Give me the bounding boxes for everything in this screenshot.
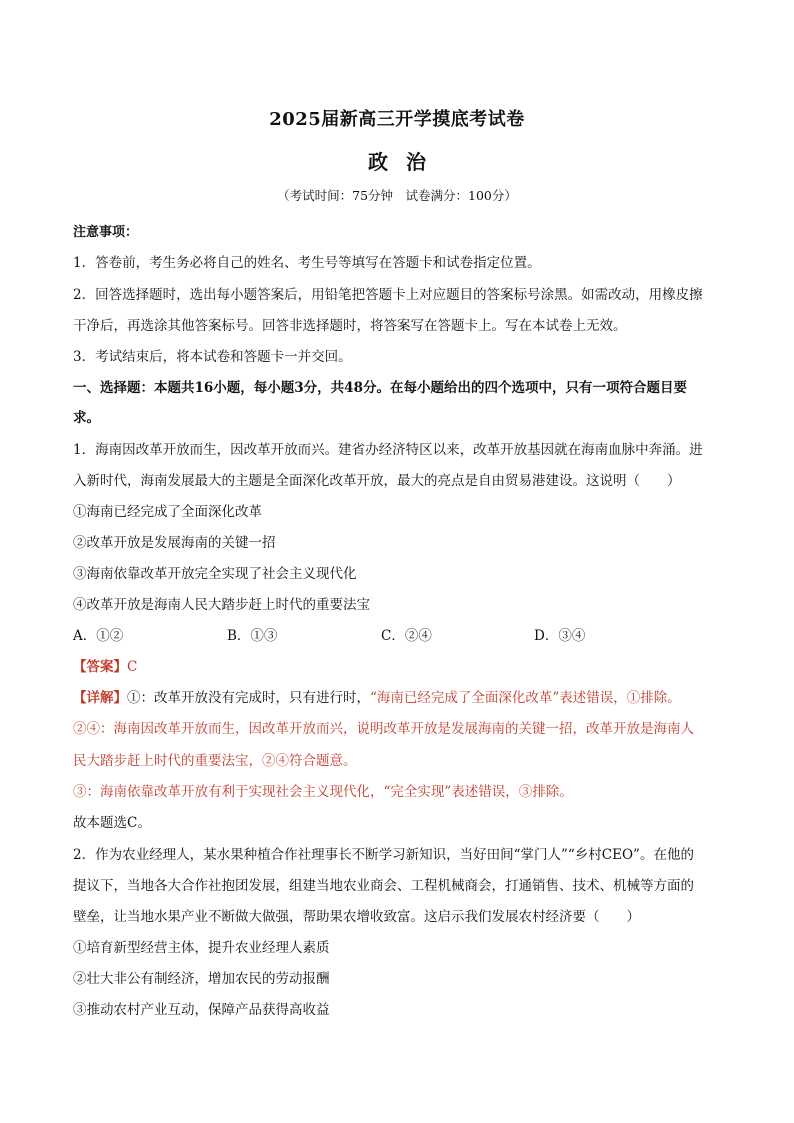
q1-option-b: B．①③ [227,628,278,644]
q1-detail-line-3: 民大踏步赶上时代的重要法宝，②④符合题意。 [73,753,357,769]
q2-item-3: ③推动农村产业互动，保障产品获得高收益 [73,1002,330,1018]
q1-item-4: ④改革开放是海南人民大踏步赶上时代的重要法宝 [73,597,370,613]
q1-stem-line-1: 1．海南因改革开放而生，因改革开放而兴。建省办经济特区以来，改革开放基因就在海南血脉中奔涌。进 [73,442,703,458]
note-item-2-line-1: 2．回答选择题时，选出每小题答案后，用铅笔把答题卡上对应题目的答案标号涂黑。如需改动，用橡皮擦 [73,287,703,303]
q1-answer [73,655,137,675]
q1-detail-line-1 [73,686,681,706]
answer-value: C [127,659,138,675]
q1-option-a: A．①② [73,628,124,644]
detail-line-1-red: “海南已经完成了全面深化改革”表述错误，①排除。 [370,690,681,706]
q2-stem-line-2: 提议下，当地各大合作社抱团发展，组建当地农业商会、工程机械商会，打通销售、技术、机械等方面的 [73,878,694,894]
note-item-1: 1．答卷前，考生务必将自己的姓名、考生号等填写在答题卡和试卷指定位置。 [73,255,541,271]
section-heading-line-2: 求。 [73,410,100,426]
answer-label: 【答案】 [73,659,127,675]
q1-option-d: D．③④ [534,628,586,644]
q2-stem-line-1: 2．作为农业经理人，某水果种植合作社理事长不断学习新知识，当好田间“掌门人”“乡村CEO”。在他的 [73,847,694,863]
subject-title: 政治 [368,150,444,174]
q1-detail-line-4: ③：海南依靠改革开放有利于实现社会主义现代化，“完全实现”表述错误，③排除。 [73,784,573,800]
q2-stem-line-3: 壁垒，让当地水果产业不断做大做强，帮助果农增收致富。这启示我们发展农村经济要（ ） [73,909,640,925]
q1-item-2: ②改革开放是发展海南的关键一招 [73,535,276,551]
section-heading-line-1: 一、选择题：本题共16小题，每小题3分，共48分。在每小题给出的四个选项中，只有一项符合题目要 [73,380,687,396]
note-item-2-line-2: 干净后，再选涂其他答案标号。回答非选择题时，将答案写在答题卡上。写在本试卷上无效。 [73,318,627,334]
q1-stem-line-2: 入新时代，海南发展最大的主题是全面深化改革开放，最大的亮点是自由贸易港建设。这说明（ ） [73,473,681,489]
q1-option-c: C．②④ [381,628,432,644]
q1-item-3: ③海南依靠改革开放完全实现了社会主义现代化 [73,566,357,582]
detail-label: 【详解】 [73,690,127,706]
q2-item-2: ②壮大非公有制经济，增加农民的劳动报酬 [73,971,330,987]
q1-detail-line-2: ②④：海南因改革开放而生，因改革开放而兴，说明改革开放是发展海南的关键一招，改革开放是海南人 [73,721,694,737]
q2-item-1: ①培育新型经营主体，提升农业经理人素质 [73,940,330,956]
exam-title: 2025届新高三开学摸底考试卷 [269,109,525,130]
detail-line-1-black: ①：改革开放没有完成时，只有进行时， [127,690,370,706]
note-item-3: 3．考试结束后，将本试卷和答题卡一并交回。 [73,349,352,365]
q1-item-1: ①海南已经完成了全面深化改革 [73,504,262,520]
q1-conclusion: 故本题选C。 [73,815,151,831]
notes-heading: 注意事项： [73,225,139,240]
exam-info: （考试时间：75分钟 试卷满分：100分） [277,188,517,203]
